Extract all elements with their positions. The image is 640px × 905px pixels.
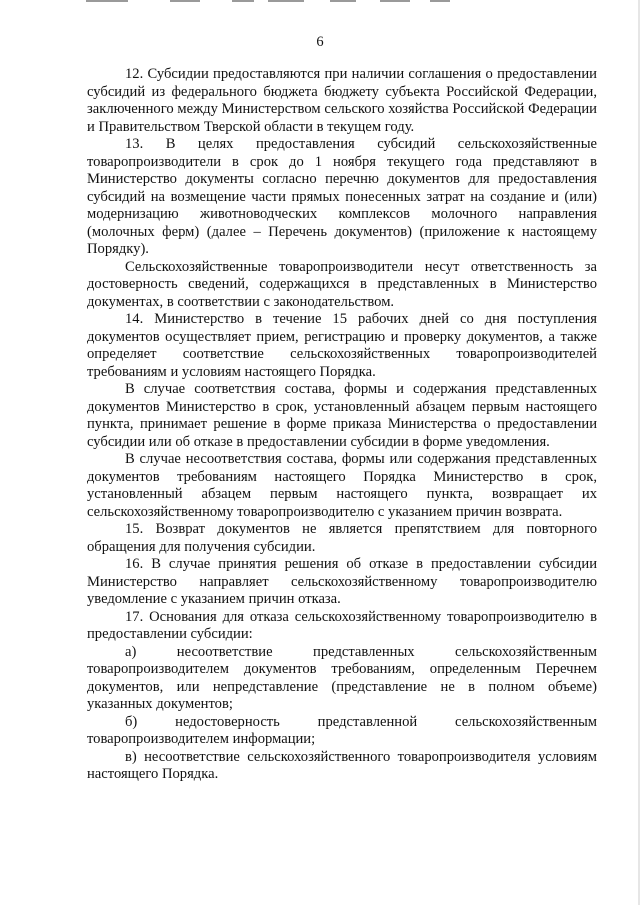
- paragraph-13: 13. В целях предоставления субсидий сельскохозяйственные товаропроизводители в срок до 1 ноября текущего года представляют в Министерство документы согласно перечню документов для предоставления субсидий на возмещение части прямых понесенных затрат на создание и (или) модернизацию животноводческих комплексов молочного направления (молочных ферм) (далее – Перечень документов) (приложение к настоящему Порядку).: [87, 136, 597, 257]
- document-body: [87, 66, 597, 784]
- paragraph-14-noncompliance: В случае несоответствия состава, формы или содержания представленных документов требованиям настоящего Порядка Министерство в срок, установленный абзацем первым настоящего пункта, возвращает их сельскохозяйственному товаропроизводителю с указанием причин возврата.: [87, 451, 597, 520]
- paragraph-17: 17. Основания для отказа сельскохозяйственному товаропроизводителю в предоставлении субсидии:: [87, 608, 597, 642]
- paragraph-15: 15. Возврат документов не является препятствием для повторного обращения для получения субсидии.: [87, 521, 597, 555]
- page-number: 6: [316, 34, 324, 50]
- list-item-v: в) несоответствие сельскохозяйственного товаропроизводителя условиям настоящего Порядка.: [87, 748, 597, 782]
- paragraph-16: 16. В случае принятия решения об отказе в предоставлении субсидии Министерство направляет сельскохозяйственному товаропроизводителю уведомление с указанием причин отказа.: [87, 556, 597, 607]
- paragraph-14-compliance: В случае соответствия состава, формы и содержания представленных документов Министерство в срок, установленный абзацем первым настоящего пункта, принимает решение в форме приказа Министерства о предоставлении субсидии или об отказе в предоставлении субсидии в форме уведомления.: [87, 381, 597, 450]
- paragraph-14: 14. Министерство в течение 15 рабочих дней со дня поступления документов осуществляет прием, регистрацию и проверку документов, а также определяет соответствие сельскохозяйственных товаропроизводителей требованиям и условиям настоящего Порядка.: [87, 311, 597, 380]
- list-item-b: б) недостоверность представленной сельскохозяйственным товаропроизводителем информации;: [87, 713, 597, 747]
- list-item-a: а) несоответствие представленных сельскохозяйственным товаропроизводителем документов требованиям, определенным Перечнем документов, или непредставление (представление не в полном объеме) указанных документов;: [87, 643, 597, 712]
- paragraph-13-responsibility: Сельскохозяйственные товаропроизводители несут ответственность за достоверность сведений, содержащихся в представленных в Министерство документах, в соответствии с законодательством.: [87, 258, 597, 310]
- paragraph-12: 12. Субсидии предоставляются при наличии соглашения о предоставлении субсидий из федерального бюджета бюджету субъекта Российской Федерации, заключенного между Министерством сельского хозяйства Российской Федерации и Правительством Тверской области в текущем году.: [87, 66, 597, 135]
- scan-artifact-strip: [0, 0, 640, 3]
